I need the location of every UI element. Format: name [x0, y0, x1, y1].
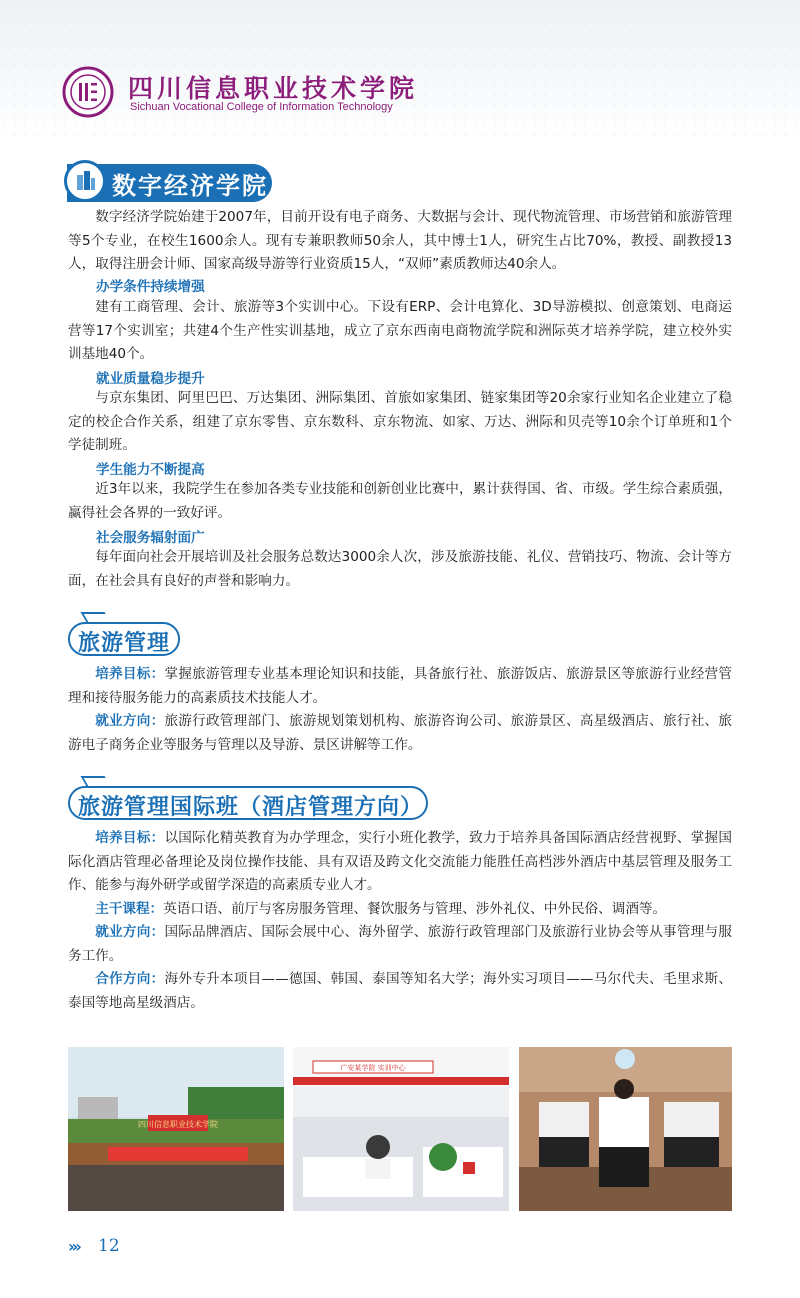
triple-chevron-right-icon: ››› — [68, 1237, 79, 1256]
college-seal-icon — [62, 66, 114, 118]
photo-hotel-staff — [519, 1047, 732, 1211]
section-title: 旅游管理国际班（酒店管理方向） — [78, 795, 424, 820]
item-text: 就业方向：旅游行政管理部门、旅游规划策划机构、旅游咨询公司、旅游景区、高星级酒店、旅行社、旅游电子商务企业等服务与管理以及导游、景区讲解等工作。 — [68, 713, 733, 753]
block-heading: 学生能力不断提高 — [96, 462, 205, 478]
item-label: 就业方向： — [95, 924, 165, 940]
block-text: 近3年以来，我院学生在参加各类专业技能和创新创业比赛中，累计获得国、省、市级。学生综合素质强，赢得社会各界的一致好评。 — [68, 481, 732, 521]
photo-training-room — [293, 1047, 509, 1211]
item-text: 培养目标：掌握旅游管理专业基本理论知识和技能，具备旅行社、旅游饭店、旅游景区等旅游行业经营管理和接待服务能力的高素质技术技能人才。 — [68, 666, 733, 706]
building-icon — [64, 160, 106, 202]
item-label: 培养目标： — [95, 666, 165, 682]
item-label: 主干课程： — [95, 901, 164, 917]
block-heading: 办学条件持续增强 — [96, 279, 205, 295]
item-text: 就业方向：国际品牌酒店、国际会展中心、海外留学、旅游行政管理部门及旅游行业协会等从事管理与服务工作。 — [68, 924, 733, 964]
item-text: 合作方向：海外专升本项目——德国、韩国、泰国等知名大学；海外实习项目——马尔代夫、毛里求斯、泰国等地高星级酒店。 — [68, 971, 733, 1011]
item-text: 主干课程：英语口语、前厅与客房服务管理、餐饮服务与管理、涉外礼仪、中外民俗、调酒等。 — [95, 901, 667, 917]
section-title: 数字经济学院 — [112, 172, 268, 200]
section-title: 旅游管理 — [78, 631, 171, 656]
section-intro: 数字经济学院始建于2007年，目前开设有电子商务、大数据与会计、现代物流管理、市场营销和旅游管理等5个专业，在校生1600余人。现有专兼职教师50余人，其中博士1人，研究生占比70%，教授、副教授13人，取得注册会计师、国家高级导游等行业资质15人，“双师”素质教师达40余人。 — [68, 209, 732, 272]
block-text: 建有工商管理、会计、旅游等3个实训中心。下设有ERP、会计电算化、3D导游模拟、创意策划、电商运营等17个实训室；共建4个生产性实训基地，成立了京东西南电商物流学院和洲际英才培养学院，建立校外实训基地40个。 — [68, 299, 732, 362]
school-name-en: Sichuan Vocational College of Information Technology — [130, 101, 393, 113]
item-label: 就业方向： — [95, 713, 165, 729]
block-text: 与京东集团、阿里巴巴、万达集团、洲际集团、首旅如家集团、链家集团等20余家行业知名企业建立了稳定的校企合作关系，组建了京东零售、京东数科、京东物流、如家、万达、洲际和贝壳等10余个订单班和1个学徒制班。 — [68, 390, 732, 453]
item-label: 培养目标： — [95, 830, 165, 846]
page-number: 12 — [98, 1236, 120, 1256]
photo-group-outdoor — [68, 1047, 284, 1211]
item-text: 培养目标：以国际化精英教育为办学理念，实行小班化教学，致力于培养具备国际酒店经营视野、掌握国际化酒店管理必备理论及岗位操作技能、具有双语及跨文化交流能力能胜任高档涉外酒店中基层管理及服务工作、能参与海外研学或留学深造的高素质专业人才。 — [68, 830, 733, 893]
item-label: 合作方向： — [95, 971, 165, 987]
svg-text:四川信息职业技术学院: 四川信息职业技术学院 — [138, 1120, 218, 1129]
block-text: 每年面向社会开展培训及社会服务总数达3000余人次，涉及旅游技能、礼仪、营销技巧、物流、会计等方面，在社会具有良好的声誉和影响力。 — [68, 549, 732, 589]
svg-text:广安某学院 实训中心: 广安某学院 实训中心 — [340, 1064, 406, 1072]
block-heading: 社会服务辐射面广 — [96, 530, 205, 546]
school-name-cn: 四川信息职业技术学院 — [128, 74, 419, 103]
block-heading: 就业质量稳步提升 — [96, 371, 205, 387]
